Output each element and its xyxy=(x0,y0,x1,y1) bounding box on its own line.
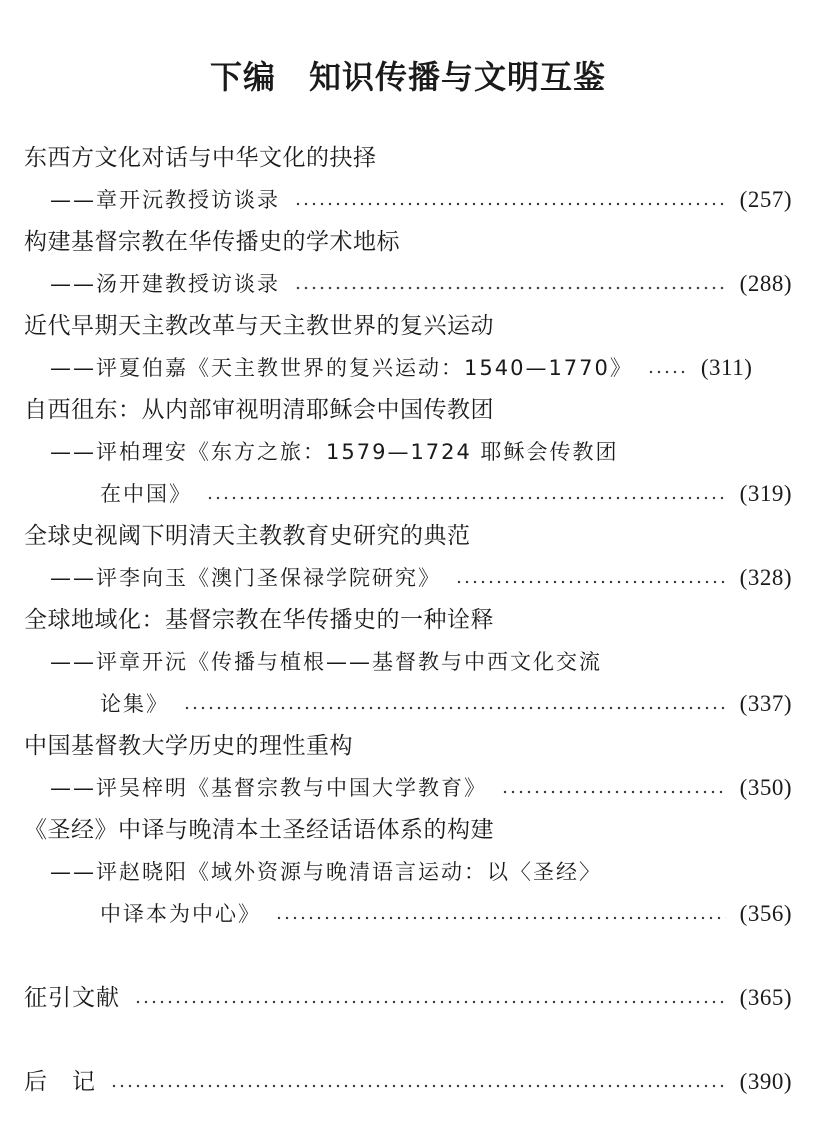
toc-entry-subtitle: ——评章开沅《传播与植根——基督教与中西文化交流 xyxy=(50,650,602,674)
toc-page-number: (337) xyxy=(739,691,792,716)
toc-entry-title[interactable]: 中国基督教大学历史的理性重构 xyxy=(24,733,353,759)
toc-entry-subtitle: ——评吴梓明《基督宗教与中国大学教育》 xyxy=(50,776,487,800)
toc-page-number: (365) xyxy=(739,985,792,1010)
toc-afterword[interactable] xyxy=(24,1066,792,1098)
toc-page-number: (319) xyxy=(739,481,792,506)
toc-entry-subline[interactable] xyxy=(50,646,792,678)
toc-references[interactable] xyxy=(24,982,792,1014)
references-label: 征引文献 xyxy=(24,985,120,1011)
toc-entry-title[interactable]: 东西方文化对话与中华文化的抉择 xyxy=(24,145,377,171)
dot-leader xyxy=(501,790,726,794)
toc-entry-title[interactable]: 《圣经》中译与晚清本土圣经话语体系的构建 xyxy=(24,817,494,843)
toc-page-number: (350) xyxy=(739,775,792,800)
toc-page-number: (390) xyxy=(739,1069,792,1094)
toc-entry-subtitle-continued: 在中国》 xyxy=(100,482,192,506)
toc-entry-subline[interactable] xyxy=(50,562,792,594)
toc-page-number: (257) xyxy=(739,187,792,212)
toc-entry-subline-continued[interactable] xyxy=(100,688,792,720)
toc-page-number: (356) xyxy=(739,901,792,926)
toc-entry-subline[interactable] xyxy=(50,352,792,384)
toc-entry-subtitle-continued: 中译本为中心》 xyxy=(100,902,261,926)
toc-entry-title[interactable]: 近代早期天主教改革与天主教世界的复兴运动 xyxy=(24,313,494,339)
toc-entry-title[interactable]: 构建基督宗教在华传播史的学术地标 xyxy=(24,229,400,255)
afterword-label: 后 记 xyxy=(24,1069,96,1095)
toc-page-number: (288) xyxy=(739,271,792,296)
toc-entry-subtitle: ——汤开建教授访谈录 xyxy=(50,272,280,296)
toc-entry-title[interactable]: 自西徂东：从内部审视明清耶稣会中国传教团 xyxy=(24,397,494,423)
toc-entry-subline[interactable] xyxy=(50,856,792,888)
toc-entry-subtitle: ——评夏伯嘉《天主教世界的复兴运动：1540—1770》 xyxy=(50,356,633,380)
dot-leader xyxy=(275,916,726,920)
toc-entry-subtitle: ——评柏理安《东方之旅：1579—1724 耶稣会传教团 xyxy=(50,440,619,464)
toc-page-number: (328) xyxy=(739,565,792,590)
toc-entry-subtitle: ——评赵晓阳《域外资源与晚清语言运动：以〈圣经〉 xyxy=(50,860,602,884)
dot-leader xyxy=(110,1084,726,1088)
toc-entry-subtitle: ——评李向玉《澳门圣保禄学院研究》 xyxy=(50,566,441,590)
dot-leader xyxy=(134,1000,726,1004)
dot-leader xyxy=(183,706,726,710)
toc-page-number: (311) xyxy=(700,355,753,380)
dot-leader xyxy=(455,580,726,584)
part-title: 下编 知识传播与文明互鉴 xyxy=(209,58,606,96)
dot-leader xyxy=(294,202,726,206)
toc-entry-subtitle-continued: 论集》 xyxy=(100,692,169,716)
toc-entry-title[interactable]: 全球地域化：基督宗教在华传播史的一种诠释 xyxy=(24,607,494,633)
toc-entry-subtitle: ——章开沅教授访谈录 xyxy=(50,188,280,212)
toc-entry-subline[interactable] xyxy=(50,268,792,300)
toc-entry-subline-continued[interactable] xyxy=(100,478,792,510)
toc-entry-subline-continued[interactable] xyxy=(100,898,792,930)
toc-entry-subline[interactable] xyxy=(50,184,792,216)
dot-leader xyxy=(206,496,726,500)
dot-leader xyxy=(647,370,687,374)
dot-leader xyxy=(294,286,726,290)
toc-entry-subline[interactable] xyxy=(50,772,792,804)
toc-entry-subline[interactable] xyxy=(50,436,792,468)
toc-entry-title[interactable]: 全球史视阈下明清天主教教育史研究的典范 xyxy=(24,523,471,549)
